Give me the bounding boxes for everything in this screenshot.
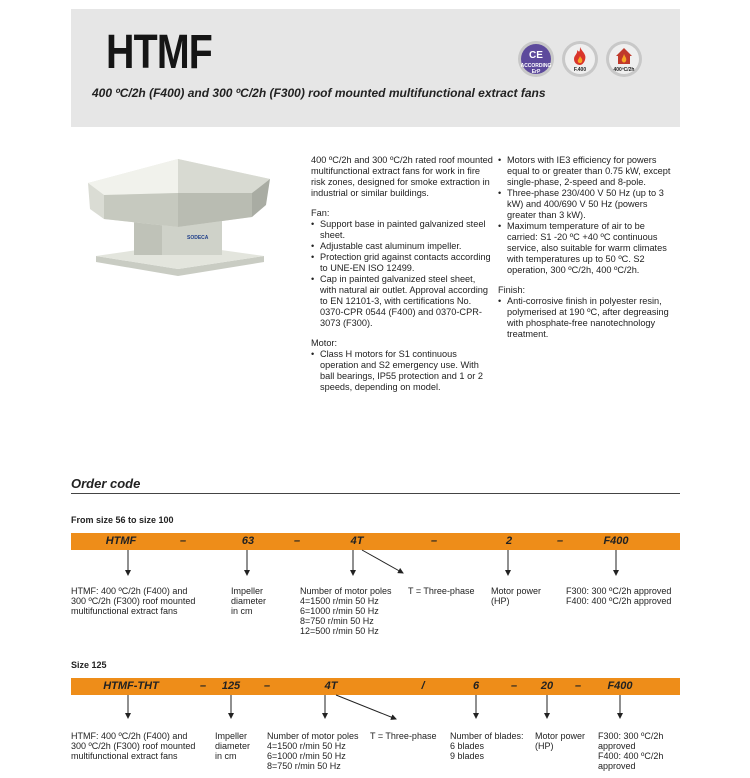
code-segment-fire-rating: F400 [603, 535, 629, 547]
caption-motor-power: Motor power (HP) [491, 586, 542, 606]
description-intro: 400 ºC/2h and 300 ºC/2h rated roof mounted multifunctional extract fans for work in fire risk zones, designed for smoke extraction in industrial or similar buildings. [311, 155, 493, 198]
fan-item: • Protection grid against contacts according to UNE-EN ISO 12499. [311, 252, 493, 274]
code-segment-fire-rating: F400 [607, 680, 633, 692]
caption-motor-poles: Number of motor poles 4=1500 r/min 50 Hz 6=1000 r/min 50 Hz 8=750 r/min 50 Hz [267, 731, 359, 771]
caption-fire-rating: F300: 300 ºC/2h approved F400: 400 ºC/2h approved [598, 731, 664, 771]
code-segment-dash: – [263, 680, 271, 692]
motor-item: • Maximum temperature of air to be carried: S1 -20 ºC +40 ºC continuous service, also suitable for warm climates with temperatures up to 50 ºC. S2 operation, 300 ºC/2h, 400 ºC/2h. [498, 221, 678, 276]
code-segment-series: HTMF-THT [103, 680, 159, 692]
ce-mark-text: CE [529, 50, 543, 61]
caption-fire-rating: F300: 300 ºC/2h approved F400: 400 ºC/2h approved [566, 586, 672, 606]
page-subtitle: 400 ºC/2h (F400) and 300 ºC/2h (F300) roof mounted multifunctional extract fans [92, 86, 546, 100]
fan-item: • Adjustable cast aluminum impeller. [311, 241, 493, 252]
finish-heading: Finish: [498, 285, 526, 295]
code-segment-dash: – [293, 535, 301, 547]
motor-item: • Class H motors for S1 continuous operation and S2 emergency use. With ball bearings, IP55 protection and 1 or 2 speeds, depending on model. [311, 349, 493, 393]
fan-item: • Support base in painted galvanized steel sheet. [311, 219, 493, 241]
code-segment-power: 2 [505, 535, 513, 547]
fan-heading: Fan: [311, 208, 330, 218]
code-segment-dash: – [510, 680, 518, 692]
code-segment-dash: – [199, 680, 207, 692]
400c-caption: 400ºC/2h [613, 67, 635, 73]
code-segment-poles: 4T [350, 535, 364, 547]
code-segment-dash: – [430, 535, 438, 547]
range-1-label: From size 56 to size 100 [71, 515, 174, 525]
motor-heading: Motor: [311, 338, 338, 348]
caption-blades: Number of blades: 6 blades 9 blades [450, 731, 524, 761]
motor-item: • Three-phase 230/400 V 50 Hz (up to 3 kW) and 400/690 V 50 Hz (powers greater than 3 kW). [498, 188, 678, 221]
f400-caption: F.400 [573, 67, 587, 73]
code-segment-series: HTMF [105, 535, 137, 547]
code-segment-size: 63 [241, 535, 255, 547]
caption-series: HTMF: 400 ºC/2h (F400) and 300 ºC/2h (F300) roof mounted multifunctional extract fans [71, 731, 196, 761]
caption-impeller: Impeller diameter in cm [231, 586, 267, 616]
code-segment-size: 125 [221, 680, 241, 692]
erp-caption: ACCORDING ErP [520, 63, 552, 75]
code-segment-slash: / [421, 680, 425, 692]
sodeca-logo: SODECA [187, 235, 209, 241]
motor-item: • Motors with IE3 efficiency for powers equal to or greater than 0.75 kW, except single-phase, 2-speed and 8-pole. [498, 155, 678, 188]
page-title: HTMF [106, 26, 213, 79]
code-segment-dash: – [179, 535, 187, 547]
caption-motor-power: Motor power (HP) [535, 731, 586, 751]
code-segment-poles: 4T [324, 680, 338, 692]
code-segment-dash: – [574, 680, 582, 692]
code-segment-blades: 6 [472, 680, 480, 692]
order-code-title: Order code [71, 476, 141, 491]
code-segment-power: 20 [540, 680, 554, 692]
caption-series: HTMF: 400 ºC/2h (F400) and 300 ºC/2h (F300) roof mounted multifunctional extract fans [71, 586, 196, 616]
caption-three-phase: T = Three-phase [370, 731, 437, 741]
range-2-label: Size 125 [71, 660, 107, 670]
caption-three-phase: T = Three-phase [408, 586, 475, 596]
fan-item: • Cap in painted galvanized steel sheet, with natural air outlet. Approval according to EN 12101-3, with certifications No. 0370-CPR 0544 (F400) and 0370-CPR-3073 (F300). [311, 274, 493, 329]
finish-item: • Anti-corrosive finish in polyester resin, polymerised at 190 ºC, after degreasing with phosphate-free nanotechnology treatment. [498, 296, 678, 340]
caption-impeller: Impeller diameter in cm [215, 731, 251, 761]
caption-motor-poles: Number of motor poles 4=1500 r/min 50 Hz 6=1000 r/min 50 Hz 8=750 r/min 50 Hz 12=500 r/min 50 Hz [300, 586, 392, 636]
code-segment-dash: – [556, 535, 564, 547]
